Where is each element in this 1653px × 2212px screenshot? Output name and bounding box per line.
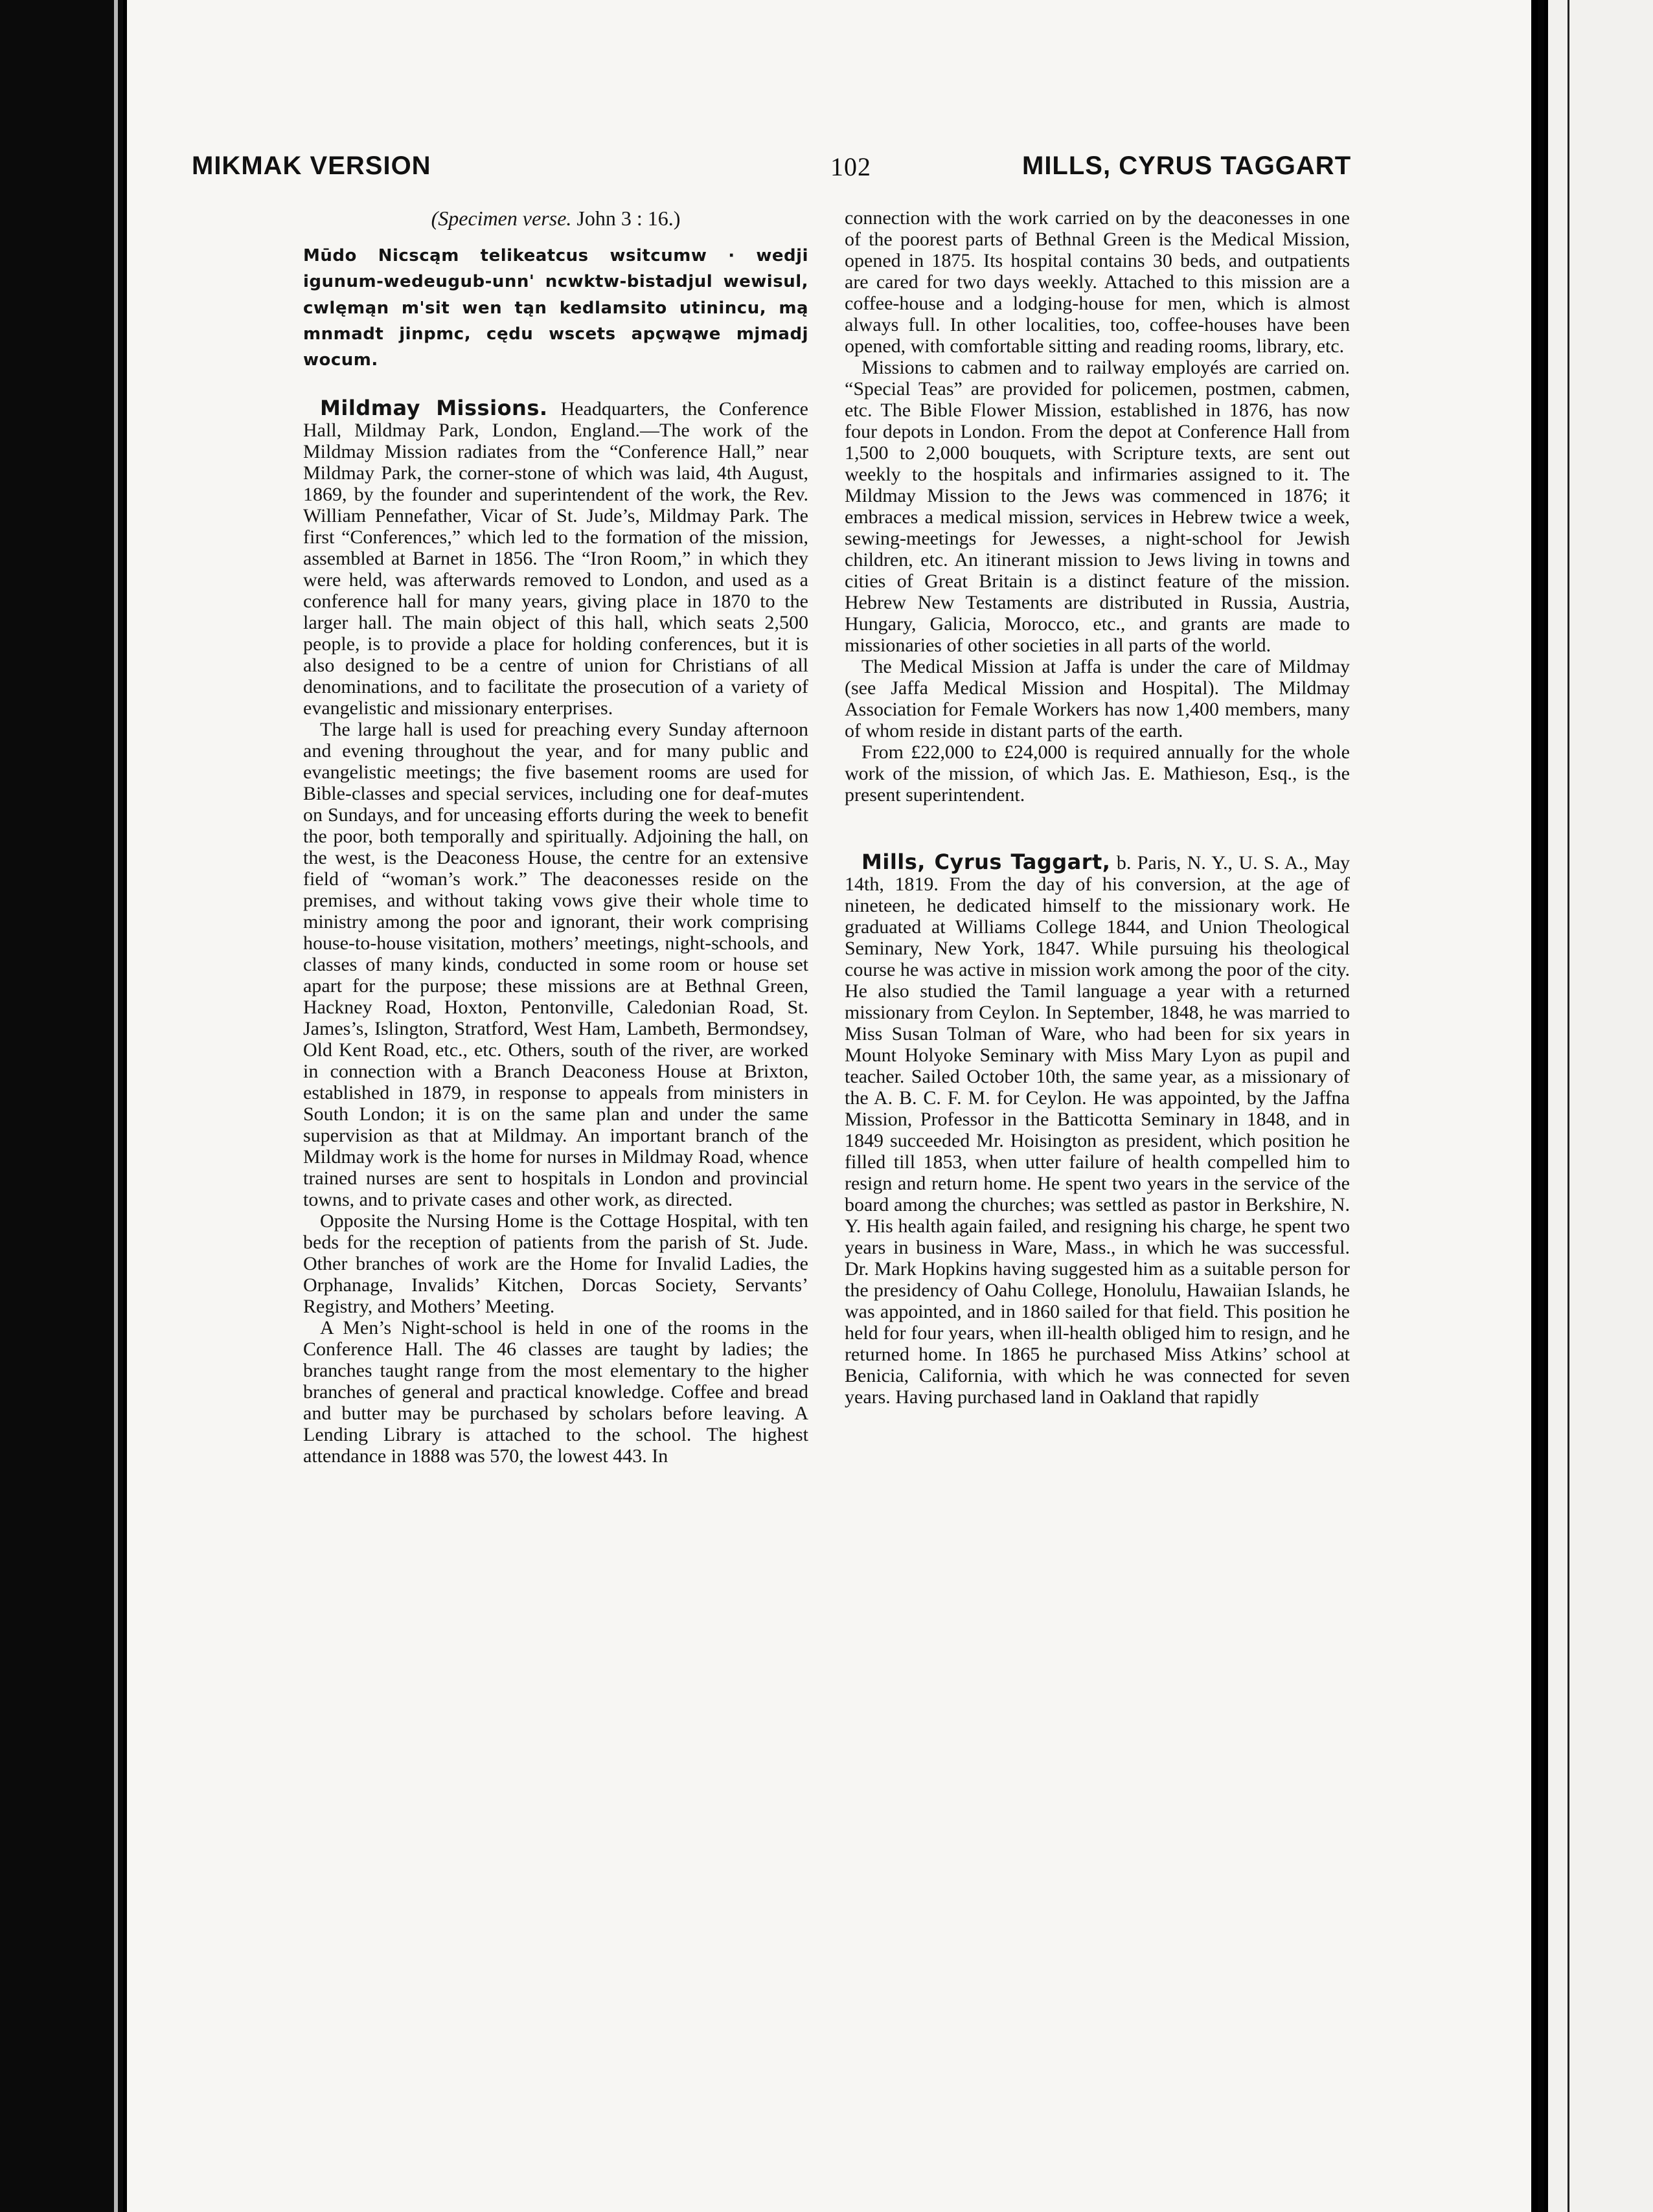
specimen-caption bbox=[303, 207, 808, 230]
mills-paragraph bbox=[845, 851, 1350, 1408]
gutter-shadow bbox=[1538, 0, 1544, 2212]
scan-left-margin bbox=[0, 0, 123, 2212]
mildmay-entry-title: Mildmay Missions. bbox=[320, 395, 548, 420]
mildmay-paragraph-8: From £22,000 to £24,000 is required annually for the whole work of the mission, of which Jas. E. Mathieson, Esq., is the present superintendent. bbox=[845, 741, 1350, 806]
right-column bbox=[845, 207, 1350, 2105]
specimen-caption-label: (Specimen verse. bbox=[431, 207, 572, 230]
running-header-left: MIKMAK VERSION bbox=[192, 152, 431, 180]
mildmay-intro-text: Headquarters, the Conference Hall, Mildmay Park, London, England.—The work of the Mildmay Mission radiates from the “Conference Hall,” near Mildmay Park, the corner-stone of which was laid, 4th August, 1869, by the founder and superintendent of the work, the Rev. William Pennefather, Vicar of St. Jude’s, Mildmay Park. The first “Conferences,” which led to the formation of the mission, assembled at Barnet in 1856. The “Iron Room,” in which they were held, was afterwards removed to London, and used as a conference hall for many years, giving place in 1870 to the larger hall. The main object of this hall, which seats 2,500 people, is to provide a place for holding conferences, but it is also designed to be a centre of union for Christians of all denominations, and to facilitate the prosecution of a variety of evangelistic and missionary enterprises. bbox=[303, 398, 808, 719]
mildmay-paragraph-3: Opposite the Nursing Home is the Cottage Hospital, with ten beds for the reception of patients from the parish of St. Jude. Other branches of work are the Home for Invalid Ladies, the Orphanage, Invalids’ Kitchen, Dorcas Society, Servants’ Registry, and Mothers’ Meeting. bbox=[303, 1210, 808, 1317]
mills-entry-title: Mills, Cyrus Taggart, bbox=[861, 850, 1111, 874]
mills-body-text: b. Paris, N. Y., U. S. A., May 14th, 1819. From the day of his conversion, at the age of nineteen, he dedicated himself to the missionary work. He graduated at Williams College 1844, and Union Theological Seminary, New York, 1847. While pursuing his theological course he was active in mission work among the poor of the city. He also studied the Tamil language a year with a returned missionary from Ceylon. In September, 1848, he was married to Miss Susan Tolman of Ware, who had been for six years in Mount Holyoke Seminary with Miss Mary Lyon as pupil and teacher. Sailed October 10th, the same year, as a missionary of the A. B. C. F. M. for Ceylon. He was appointed, by the Jaffna Mission, Professor in the Batticotta Seminary in 1848, and in 1849 succeeded Mr. Hoisington as president, which position he filled till 1853, when utter failure of health compelled him to resign and return home. He spent two years in the service of the board among the churches; was settled as pastor in Berkshire, N. Y. His health again failed, and resigning his charge, he spent two years in business in Ware, Mass., in which he was successful. Dr. Mark Hopkins having suggested him as a suitable person for the presidency of Oahu College, Honolulu, Hawaiian Islands, he was appointed, and in 1860 sailed for that field. This position he held for four years, when ill-health obliged him to resign, and he returned home. In 1865 he purchased Miss Atkins’ school at Benicia, California, with which he was connected for seven years. Having purchased land in Oakland that rapidly bbox=[845, 852, 1350, 1408]
mildmay-intro-paragraph bbox=[303, 397, 808, 719]
left-column bbox=[303, 207, 808, 2105]
page-number: 102 bbox=[830, 152, 871, 181]
page-edge-line bbox=[1568, 0, 1569, 2212]
mildmay-paragraph-7: The Medical Mission at Jaffa is under the care of Mildmay (see Jaffa Medical Mission and Hospital). The Mildmay Association for Female Workers has now 1,400 members, many of whom reside in distant parts of the earth. bbox=[845, 656, 1350, 741]
running-header-right: MILLS, CYRUS TAGGART bbox=[1022, 152, 1352, 180]
entry-separator bbox=[845, 806, 1350, 851]
mildmay-paragraph-6: Missions to cabmen and to railway employés are carried on. “Special Teas” are provided for policemen, postmen, cabmen, etc. The Bible Flower Mission, established in 1876, has now four depots in London. From the depot at Conference Hall from 1,500 to 2,000 bouquets, with Scripture texts, are sent out weekly to the hospitals and infirmaries assigned to it. The Mildmay Mission to the Jews was commenced in 1876; it embraces a medical mission, services in Hebrew twice a week, sewing-meetings for Jewesses, a night-school for Jewish children, etc. An itinerant mission to Jews living in towns and cities of Great Britain is a distinct feature of the mission. Hebrew New Testaments are distributed in Russia, Austria, Hungary, Galicia, Morocco, etc., and grants are made to missionaries of other societies in all parts of the world. bbox=[845, 357, 1350, 656]
mildmay-paragraph-5: connection with the work carried on by the deaconesses in one of the poorest parts of Bethnal Green is the Medical Mission, opened in 1875. Its hospital contains 30 beds, and outpatients are cared for two days weekly. Attached to this mission are a coffee-house and a lodging-house for men, which is almost always full. In other localities, too, coffee-houses have been opened, with comfortable sitting and reading rooms, library, etc. bbox=[845, 207, 1350, 357]
book-spine-line bbox=[114, 0, 118, 2212]
specimen-caption-ref: John 3 : 16.) bbox=[576, 207, 681, 230]
mildmay-paragraph-2: The large hall is used for preaching every Sunday afternoon and evening throughout the year, and for many public and evangelistic meetings; the five basement rooms are used for Bible-classes and special services, including one for deaf-mutes on Sundays, and for unceasing efforts during the week to benefit the poor, both temporally and spiritually. Adjoining the hall, on the west, is the Deaconess House, the centre for an extensive field of “woman’s work.” The deaconesses reside on the premises, and without taking vows give their whole time to ministry among the poor and ignorant, their work comprising house-to-house visitation, mothers’ meetings, night-schools, and classes of many kinds, conducted in some room or house set apart for the purpose; these missions are at Bethnal Green, Hackney Road, Hoxton, Pentonville, Caledonian Road, St. James’s, Islington, Stratford, West Ham, Lambeth, Bermondsey, Old Kent Road, etc., etc. Others, south of the river, are worked in connection with a Branch Deaconess House at Brixton, established in 1879, in response to appeals from ministers in South London; it is on the same plan and under the same supervision as that at Mildmay. An important branch of the Mildmay work is the home for nurses in Mildmay Road, whence trained nurses are sent to hospitals in London and provincial towns, and to private cases and other work, as directed. bbox=[303, 718, 808, 1210]
specimen-verse: Mūdo Nicscąm telikeatcus wsitcumw · wedji igunum-wedeugub-unn' ncwktw-bistadjul wewisul, cwlęmąn m'sit wen tąn kedlamsito utinincu, mą mnmadt jinpmc, cędu wscets apçwąwe mjmadj wocum. bbox=[303, 246, 808, 370]
mildmay-paragraph-4: A Men’s Night-school is held in one of the rooms in the Conference Hall. The 46 classes are taught by ladies; the branches taught range from the most elementary to the higher branches of general and practical knowledge. Coffee and bread and butter may be purchased by scholars before leaving. A Lending Library is attached to the school. The highest attendance in 1888 was 570, the lowest 443. In bbox=[303, 1316, 808, 1467]
next-page-edge bbox=[1548, 0, 1653, 2212]
